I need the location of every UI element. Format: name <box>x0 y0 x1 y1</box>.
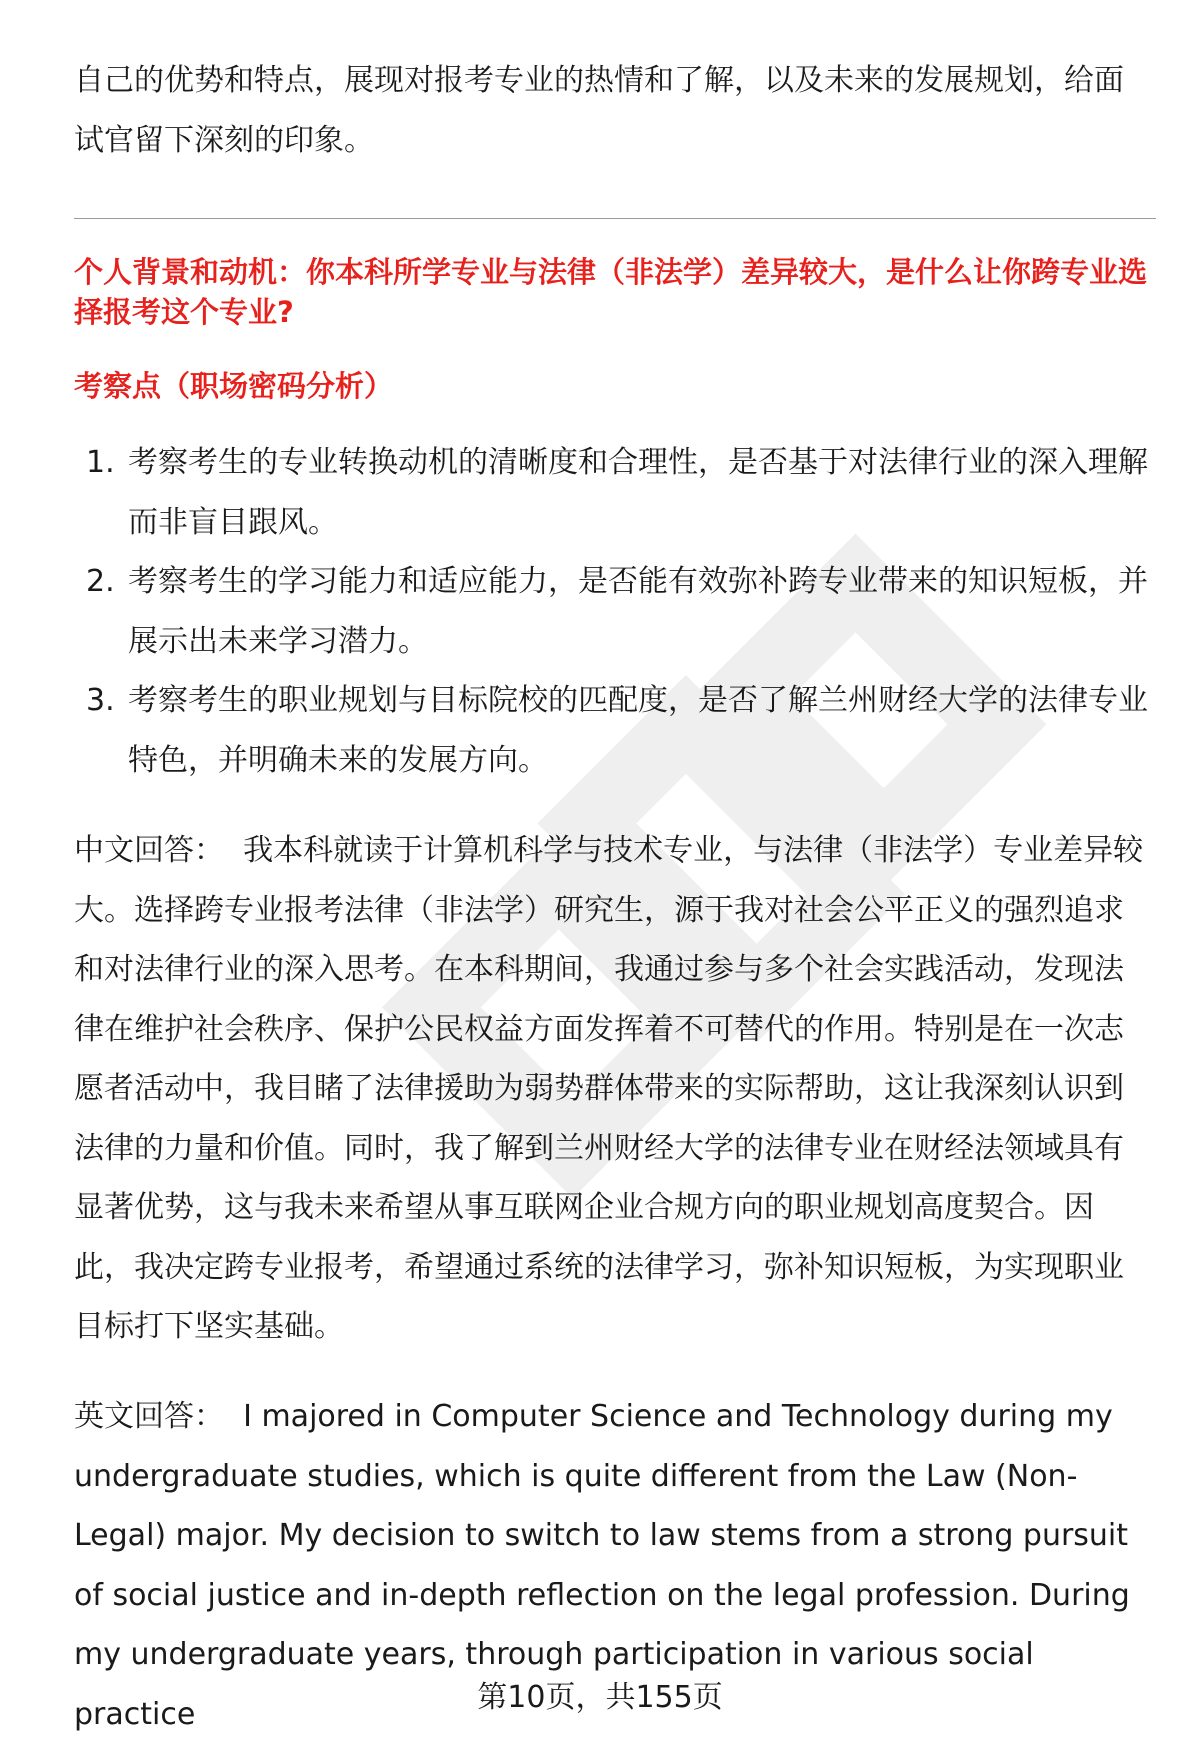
assessment-points-heading: 考察点（职场密码分析） <box>74 369 394 403</box>
chinese-answer-label: 中文回答： <box>74 833 224 868</box>
list-item-number: 2. <box>86 564 115 599</box>
english-answer-label: 英文回答： <box>74 1399 224 1434</box>
list-item-text: 考察考生的学习能力和适应能力，是否能有效弥补跨专业带来的知识短板，并展示出未来学习潜力。 <box>128 564 1148 659</box>
list-item-text: 考察考生的专业转换动机的清晰度和合理性，是否基于对法律行业的深入理解而非盲目跟风。 <box>128 445 1148 540</box>
list-item <box>74 552 1152 671</box>
intro-paragraph: 自己的优势和特点，展现对报考专业的热情和了解，以及未来的发展规划，给面试官留下深刻的印象。 <box>74 63 1124 158</box>
list-item-number: 1. <box>86 445 115 480</box>
list-item-text: 考察考生的职业规划与目标院校的匹配度，是否了解兰州财经大学的法律专业特色，并明确未来的发展方向。 <box>128 683 1148 778</box>
section-divider <box>74 218 1156 219</box>
page-number-footer: 第10页，共155页 <box>477 1680 723 1715</box>
chinese-answer-text: 我本科就读于计算机科学与技术专业，与法律（非法学）专业差异较大。选择跨专业报考法律（非法学）研究生，源于我对社会公平正义的强烈追求和对法律行业的深入思考。在本科期间，我通过参与多个社会实践活动，发现法律在维护社会秩序、保护公民权益方面发挥着不可替代的作用。特别是在一次志愿者活动中，我目睹了法律援助为弱势群体带来的实际帮助，这让我深刻认识到法律的力量和价值。同时，我了解到兰州财经大学的法律专业在财经法领域具有显著优势，这与我未来希望从事互联网企业合规方向的职业规划高度契合。因此，我决定跨专业报考，希望通过系统的法律学习，弥补知识短板，为实现职业目标打下坚实基础。 <box>74 833 1144 1344</box>
chinese-answer-paragraph <box>74 821 1152 1357</box>
english-answer-text: I majored in Computer Science and Technology during my undergraduate studies, which is quite different from the Law (Non-Legal) major. My decision to switch to law stems from a strong pursuit of social justice and in-depth reflection on the legal profession. During my undergraduate years, through participation in various social practice <box>74 1399 1130 1732</box>
list-item-number: 3. <box>86 683 115 718</box>
question-heading: 个人背景和动机：你本科所学专业与法律（非法学）差异较大，是什么让你跨专业选择报考这个专业? <box>74 255 1148 329</box>
list-item <box>74 671 1152 790</box>
list-item <box>74 433 1152 552</box>
assessment-points-list <box>74 433 1152 790</box>
